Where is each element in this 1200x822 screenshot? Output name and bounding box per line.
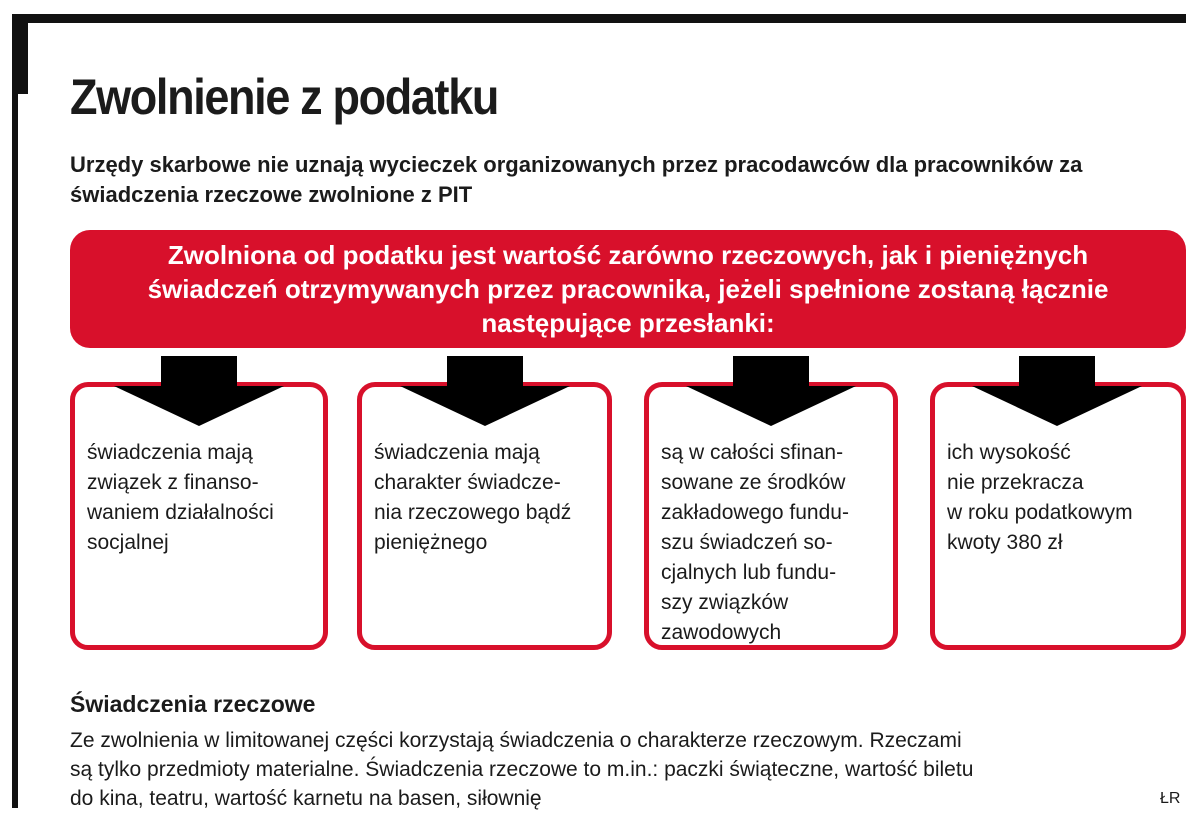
down-arrow-icon	[972, 356, 1142, 426]
section-body: Ze zwolnienia w limitowanej części korzystają świadczenia o charakterze rzeczowym. Rzeczami są tylko przedmioty materialne. Świadczenia rzeczowe to m.in.: paczki świąteczne, wartość biletu do kina, teatru, wartość karnetu na basen, siłownię	[70, 729, 974, 810]
condition-text: świadczenia mają charakter świadcze- nia rzeczowego bądź pieniężnego	[374, 441, 572, 554]
down-arrow-icon	[114, 356, 284, 426]
condition-text: ich wysokość nie przekracza w roku podatkowym kwoty 380 zł	[947, 441, 1133, 554]
section-heading: Świadczenia rzeczowe	[70, 691, 316, 717]
author-credit: ŁR	[1160, 790, 1181, 807]
frame-left-rule	[12, 14, 18, 808]
page-title: Zwolnienie z podatku	[70, 69, 499, 125]
condition-text: świadczenia mają związek z finanso- waniem działalności socjalnej	[87, 441, 274, 554]
banner-text: Zwolniona od podatku jest wartość zarówno rzeczowych, jak i pieniężnych świadczeń otrzymywanych przez pracownika, jeżeli spełnione zostaną łącznie następujące przesłanki:	[147, 240, 1109, 338]
condition-text: są w całości sfinan- sowane ze środków zakładowego fundu- szu świadczeń so- cjalnych lub fundu- szy związków zawodowych	[661, 441, 849, 644]
conditions-banner	[70, 230, 1186, 348]
down-arrow-icon	[686, 356, 856, 426]
down-arrow-icon	[400, 356, 570, 426]
frame-top-rule	[12, 14, 1186, 23]
page-subtitle: Urzędy skarbowe nie uznają wycieczek organizowanych przez pracodawców dla pracowników za świadczenia rzeczowe zwolnione z PIT	[70, 152, 1083, 207]
